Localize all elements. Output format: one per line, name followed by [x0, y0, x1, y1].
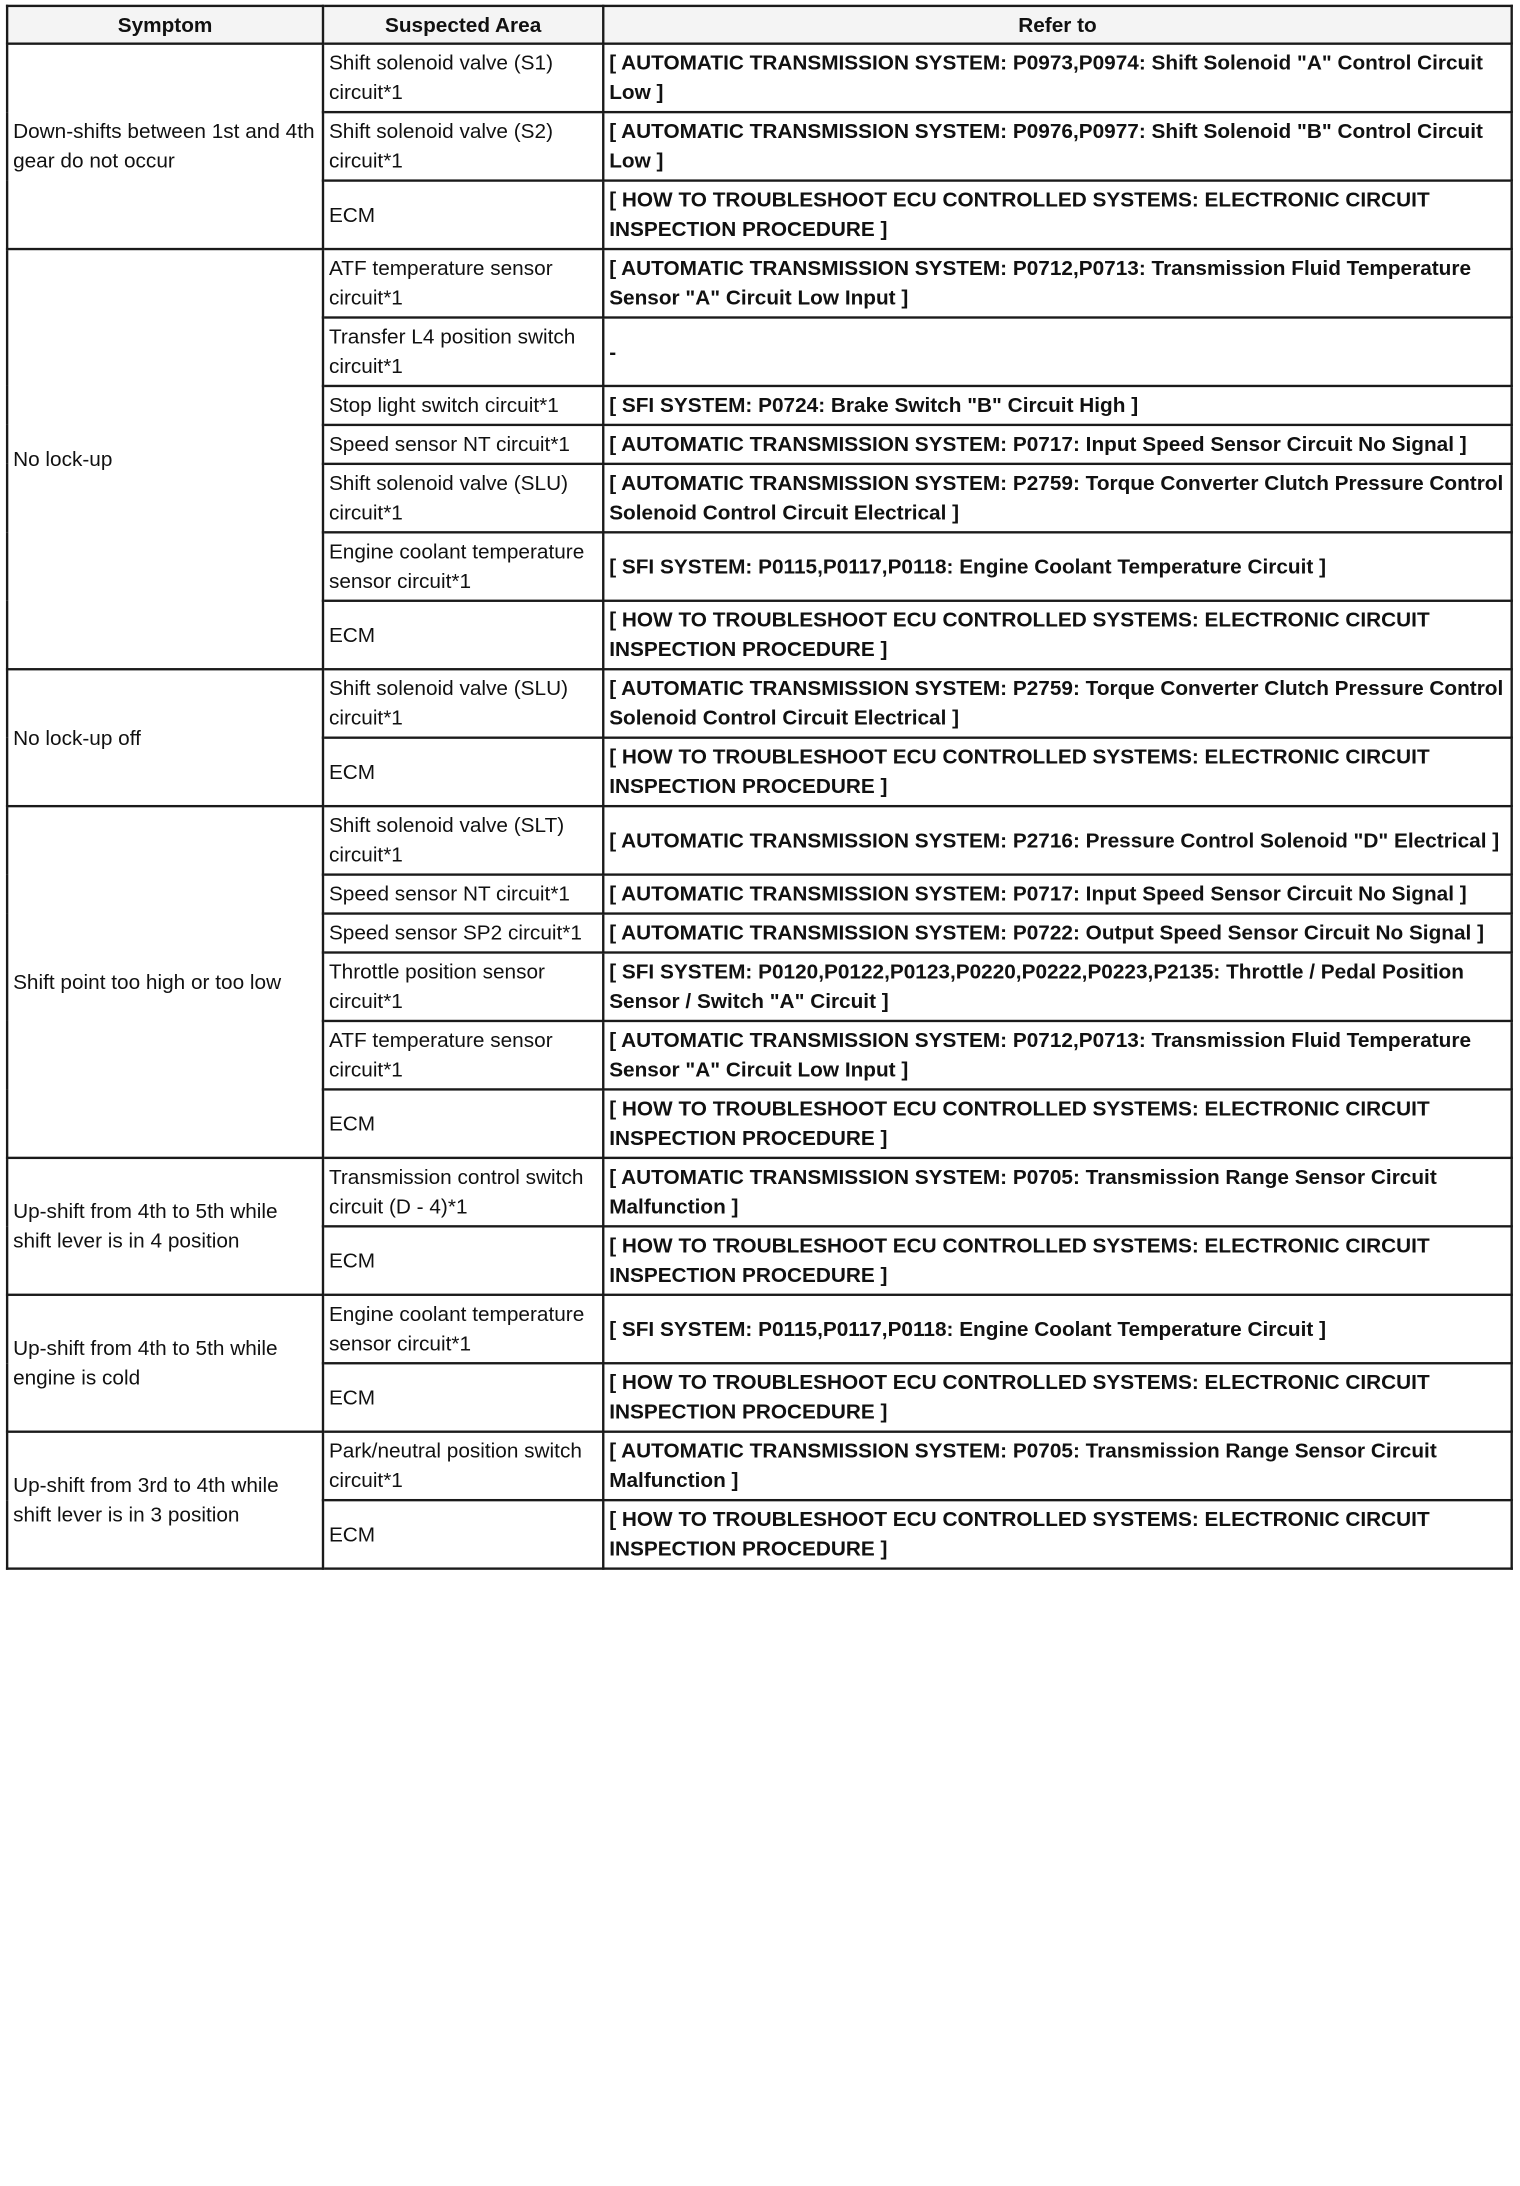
refer-to-link[interactable]: [ SFI SYSTEM: P0115,P0117,P0118: Engine Coolant Temperature Circuit ] [603, 1295, 1511, 1363]
refer-to-link[interactable]: [ AUTOMATIC TRANSMISSION SYSTEM: P0722: Output Speed Sensor Circuit No Signal ] [603, 914, 1511, 953]
suspected-area-cell: Park/neutral position switch circuit*1 [323, 1432, 603, 1500]
table-row [7, 1158, 1512, 1226]
suspected-area-cell: Speed sensor SP2 circuit*1 [323, 914, 603, 953]
table-body [7, 44, 1512, 1569]
table-row [7, 249, 1512, 317]
refer-to-link[interactable]: [ HOW TO TROUBLESHOOT ECU CONTROLLED SYSTEMS: ELECTRONIC CIRCUIT INSPECTION PROCEDURE ] [603, 738, 1511, 806]
suspected-area-cell: ECM [323, 1226, 603, 1294]
symptom-cell: Shift point too high or too low [7, 806, 323, 1158]
refer-to-link[interactable]: [ SFI SYSTEM: P0120,P0122,P0123,P0220,P0222,P0223,P2135: Throttle / Pedal Position Sensor / Switch "A" Circuit ] [603, 953, 1511, 1021]
suspected-area-cell: Shift solenoid valve (S1) circuit*1 [323, 44, 603, 112]
suspected-area-cell: Engine coolant temperature sensor circuit*1 [323, 1295, 603, 1363]
suspected-area-cell: Stop light switch circuit*1 [323, 386, 603, 425]
table-row [7, 1295, 1512, 1363]
table-row [7, 669, 1512, 737]
refer-to-link[interactable]: [ AUTOMATIC TRANSMISSION SYSTEM: P0717: Input Speed Sensor Circuit No Signal ] [603, 425, 1511, 464]
symptom-cell: No lock-up [7, 249, 323, 669]
suspected-area-cell: ATF temperature sensor circuit*1 [323, 249, 603, 317]
refer-to-link[interactable]: [ AUTOMATIC TRANSMISSION SYSTEM: P0717: Input Speed Sensor Circuit No Signal ] [603, 875, 1511, 914]
troubleshooting-table [6, 5, 1513, 1570]
refer-to-link[interactable]: [ AUTOMATIC TRANSMISSION SYSTEM: P0976,P0977: Shift Solenoid "B" Control Circuit Low ] [603, 112, 1511, 180]
suspected-area-cell: Speed sensor NT circuit*1 [323, 425, 603, 464]
refer-to-link[interactable]: [ SFI SYSTEM: P0724: Brake Switch "B" Circuit High ] [603, 386, 1511, 425]
header-symptom: Symptom [7, 6, 323, 44]
table-row [7, 1432, 1512, 1500]
symptom-cell: Down-shifts between 1st and 4th gear do not occur [7, 44, 323, 249]
refer-to-link[interactable]: [ HOW TO TROUBLESHOOT ECU CONTROLLED SYSTEMS: ELECTRONIC CIRCUIT INSPECTION PROCEDURE ] [603, 601, 1511, 669]
suspected-area-cell: ECM [323, 1089, 603, 1157]
header-suspected-area: Suspected Area [323, 6, 603, 44]
refer-to-link[interactable]: [ AUTOMATIC TRANSMISSION SYSTEM: P0705: Transmission Range Sensor Circuit Malfunction ] [603, 1158, 1511, 1226]
suspected-area-cell: Shift solenoid valve (SLU) circuit*1 [323, 669, 603, 737]
suspected-area-cell: ECM [323, 181, 603, 249]
refer-to-link[interactable]: [ HOW TO TROUBLESHOOT ECU CONTROLLED SYSTEMS: ELECTRONIC CIRCUIT INSPECTION PROCEDURE ] [603, 1089, 1511, 1157]
refer-to-link[interactable]: [ HOW TO TROUBLESHOOT ECU CONTROLLED SYSTEMS: ELECTRONIC CIRCUIT INSPECTION PROCEDURE ] [603, 181, 1511, 249]
refer-to-link[interactable]: [ HOW TO TROUBLESHOOT ECU CONTROLLED SYSTEMS: ELECTRONIC CIRCUIT INSPECTION PROCEDURE ] [603, 1500, 1511, 1568]
header-row [7, 6, 1512, 44]
suspected-area-cell: Shift solenoid valve (S2) circuit*1 [323, 112, 603, 180]
symptom-cell: Up-shift from 4th to 5th while engine is cold [7, 1295, 323, 1432]
refer-to-link[interactable]: [ AUTOMATIC TRANSMISSION SYSTEM: P0712,P0713: Transmission Fluid Temperature Sensor "A" Circuit Low Input ] [603, 1021, 1511, 1089]
symptom-cell: Up-shift from 3rd to 4th while shift lever is in 3 position [7, 1432, 323, 1569]
refer-to-link[interactable]: [ AUTOMATIC TRANSMISSION SYSTEM: P0712,P0713: Transmission Fluid Temperature Sensor "A" Circuit Low Input ] [603, 249, 1511, 317]
suspected-area-cell: ATF temperature sensor circuit*1 [323, 1021, 603, 1089]
header-refer-to: Refer to [603, 6, 1511, 44]
suspected-area-cell: Shift solenoid valve (SLT) circuit*1 [323, 806, 603, 874]
symptom-cell: No lock-up off [7, 669, 323, 806]
table-row [7, 44, 1512, 112]
refer-to-link[interactable]: [ HOW TO TROUBLESHOOT ECU CONTROLLED SYSTEMS: ELECTRONIC CIRCUIT INSPECTION PROCEDURE ] [603, 1363, 1511, 1431]
refer-to-link: - [603, 318, 1511, 386]
suspected-area-cell: Throttle position sensor circuit*1 [323, 953, 603, 1021]
suspected-area-cell: ECM [323, 1500, 603, 1568]
suspected-area-cell: Speed sensor NT circuit*1 [323, 875, 603, 914]
suspected-area-cell: ECM [323, 601, 603, 669]
refer-to-link[interactable]: [ AUTOMATIC TRANSMISSION SYSTEM: P2716: Pressure Control Solenoid "D" Electrical ] [603, 806, 1511, 874]
suspected-area-cell: ECM [323, 738, 603, 806]
suspected-area-cell: Transmission control switch circuit (D - 4)*1 [323, 1158, 603, 1226]
refer-to-link[interactable]: [ HOW TO TROUBLESHOOT ECU CONTROLLED SYSTEMS: ELECTRONIC CIRCUIT INSPECTION PROCEDURE ] [603, 1226, 1511, 1294]
suspected-area-cell: Transfer L4 position switch circuit*1 [323, 318, 603, 386]
table-row [7, 806, 1512, 874]
refer-to-link[interactable]: [ AUTOMATIC TRANSMISSION SYSTEM: P0705: Transmission Range Sensor Circuit Malfunction ] [603, 1432, 1511, 1500]
suspected-area-cell: Engine coolant temperature sensor circuit*1 [323, 532, 603, 600]
refer-to-link[interactable]: [ SFI SYSTEM: P0115,P0117,P0118: Engine Coolant Temperature Circuit ] [603, 532, 1511, 600]
suspected-area-cell: ECM [323, 1363, 603, 1431]
suspected-area-cell: Shift solenoid valve (SLU) circuit*1 [323, 464, 603, 532]
refer-to-link[interactable]: [ AUTOMATIC TRANSMISSION SYSTEM: P2759: Torque Converter Clutch Pressure Control Solenoid Control Circuit Electrical ] [603, 464, 1511, 532]
refer-to-link[interactable]: [ AUTOMATIC TRANSMISSION SYSTEM: P2759: Torque Converter Clutch Pressure Control Solenoid Control Circuit Electrical ] [603, 669, 1511, 737]
symptom-cell: Up-shift from 4th to 5th while shift lever is in 4 position [7, 1158, 323, 1295]
refer-to-link[interactable]: [ AUTOMATIC TRANSMISSION SYSTEM: P0973,P0974: Shift Solenoid "A" Control Circuit Low ] [603, 44, 1511, 112]
